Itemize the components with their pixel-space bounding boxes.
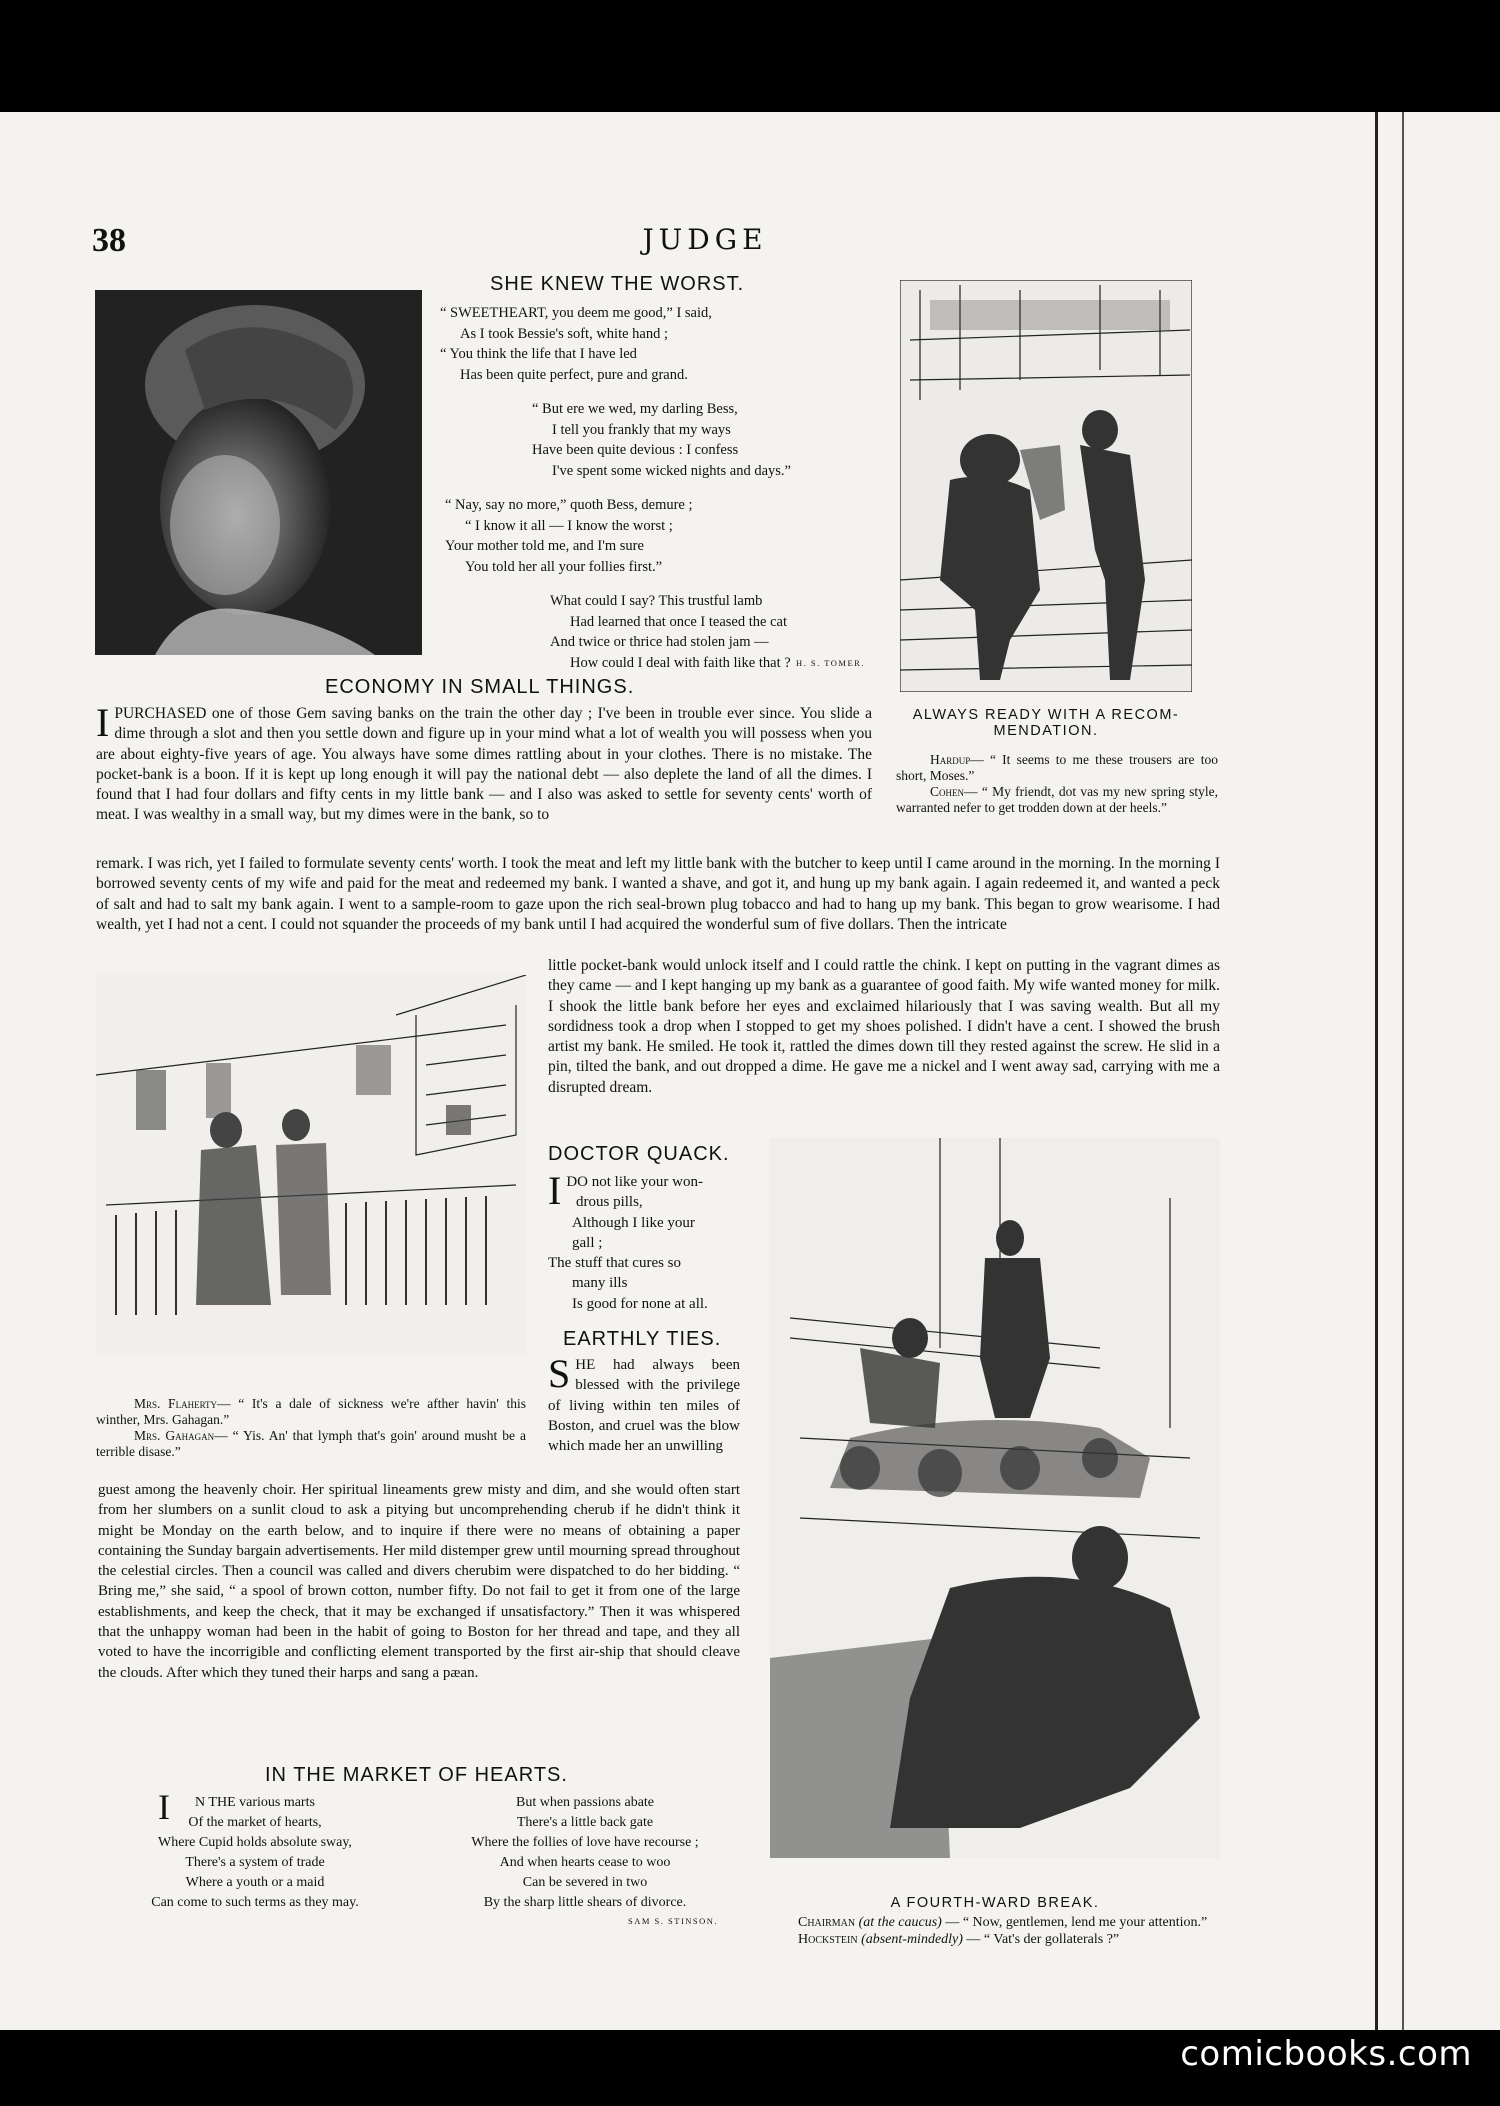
speaker-chairman: Chairman <box>798 1915 856 1930</box>
masthead: JUDGE <box>642 223 768 256</box>
speaker-gahagan: Mrs. Gahagan <box>134 1428 215 1443</box>
hearts-line: There's a system of trade <box>185 1855 325 1870</box>
stage-direction: (at the caucus) <box>858 1915 942 1930</box>
hearts-byline: SAM S. STINSON. <box>628 1916 719 1926</box>
economy-text-3: little pocket-bank would unlock itself and I could rattle the chink. I kept on putting in the vagrant dimes as they came — and I kept hanging up my bank as a guarantee of good faith. My wife wanted money for milk. I shook the little bank before her eyes and exclaimed hilariously that I was saving wealth. But all my sordidness took a drop when I stopped to get my shoes polished. I didn't have a cent. I showed the brush artist my bank. He smiled. He took it, rattled the dimes down till they rested against the screw. He slid in a pin, tilted the bank, and out dropped a dime. He gave me a nickel and I went away sad, carrying with me a disrupted dream. <box>548 957 1220 1096</box>
recommendation-title <box>900 707 1192 739</box>
earthly-text-1: HE had always been blessed with the privilege of living within ten miles of Boston, and cruel was the blow which made her an unwilling <box>548 1357 740 1455</box>
recommendation-title-line-2: MENDATION. <box>993 723 1099 739</box>
caption-line-1 <box>896 752 1218 784</box>
stanza-2 <box>440 399 860 481</box>
dialogue-text: — “ Now, gentlemen, lend me your attention.” <box>941 1915 1208 1930</box>
hearts-line: Of the market of hearts, <box>188 1815 322 1830</box>
economy-text-2: remark. I was rich, yet I failed to formulate seventy cents' worth. I took the meat and left my little bank with the butcher to keep until I came around in the morning. In the morning I borrowed seventy cents of my wife and paid for the meat and redeemed my bank. I wanted a shave, and got it, and hung up my bank again. I again redeemed it, and wanted a peck of salt and had to salt my bank again. I went to a sample-room to gaze upon the rich seal-brown plug tobacco and had to hang up my bank. This began to grow wearisome. I had wealth, yet I had not a cent. I could not squander the proceeds of my bank until I had acquired the wonderful sum of five dollars. Then the intricate <box>96 855 1220 933</box>
poem-line: How could I deal with faith like that ? <box>570 654 791 671</box>
quack-line: The stuff that cures so <box>548 1255 682 1272</box>
poem-line: I've spent some wicked nights and days.” <box>552 462 791 479</box>
poem-line: “ Nay, say no more,” quoth Bess, demure ; <box>445 497 693 513</box>
quack-line: DO not like your won- <box>566 1174 703 1190</box>
poem-line: I tell you frankly that my ways <box>552 421 731 438</box>
hearts-line: Where the follies of love have recourse ; <box>471 1835 699 1850</box>
street-scene-illustration <box>900 280 1192 692</box>
caption-line-1 <box>96 1396 526 1428</box>
hearts-line: There's a little back gate <box>516 1815 654 1830</box>
poem-line: “ But ere we wed, my darling Bess, <box>532 401 738 417</box>
quack-dropcap: I <box>548 1168 562 1213</box>
caption-line-1 <box>762 1915 1222 1932</box>
hearts-line: But when passions abate <box>515 1795 655 1810</box>
poem-line: Have been quite devious : I confess <box>532 442 739 458</box>
earthly-title: EARTHLY TIES. <box>563 1328 722 1350</box>
ward-title: A FOURTH-WARD BREAK. <box>890 1895 1100 1911</box>
quack-line: many ills <box>572 1275 628 1292</box>
economy-text-1: PURCHASED one of those Gem saving banks on the train the other day ; I've been in trouble ever since. You slide a dime through a slot and then you settle down and figure up in your mind what a lot of wealth you will possess when you are about eighty-five years of age. You always have some dimes rattling about in your clothes. There is no mistake. The pocket-bank is a boon. If it is kept up long enough it will pay the national debt — also deplete the land of all the dimes. I found that I had four dollars and fifty cents in my little bank — and I also was asked to settle for seventy cents' worth of meat. I was wealthy in a small way, but my dimes were in the bank, so to <box>96 705 872 824</box>
caucus-meeting-illustration <box>770 1138 1220 1858</box>
poem-line: Has been quite perfect, pure and grand. <box>460 366 688 383</box>
dialogue-text: — “ Vat's der gollaterals ?” <box>962 1931 1120 1947</box>
stanza-1 <box>440 303 860 385</box>
quack-line: gall ; <box>572 1234 603 1251</box>
earthly-dropcap: S <box>548 1351 571 1396</box>
dialogue-text: — “ My friendt, dot vas my new spring style, warranted nefer to get trodden down at der heels.” <box>896 784 1218 815</box>
caption-line-2 <box>96 1428 526 1460</box>
she-knew-byline: H. S. TOMER. <box>796 658 865 668</box>
poem-line: Had learned that once I teased the cat <box>570 613 787 630</box>
hearts-title: IN THE MARKET OF HEARTS. <box>265 1764 568 1786</box>
ward-caption <box>762 1915 1222 1948</box>
poem-line: “ You think the life that I have led <box>440 346 637 362</box>
economy-dropcap: I <box>96 700 110 745</box>
poem-line: You told her all your follies first.” <box>465 558 663 575</box>
recommendation-caption <box>896 752 1218 816</box>
hearts-line: Can come to such terms as they may. <box>151 1895 359 1910</box>
hearts-line: Where Cupid holds absolute sway, <box>158 1835 352 1850</box>
poem-line: “ I know it all — I know the worst ; <box>465 517 673 534</box>
caption-line-2 <box>896 784 1218 816</box>
speaker-hockstein: Hockstein <box>798 1931 858 1947</box>
scan-top-border <box>0 0 1500 112</box>
woman-portrait-photo <box>95 290 422 655</box>
poem-line: “ SWEETHEART, you deem me good,” I said, <box>440 305 712 321</box>
hearts-line: Can be severed in two <box>522 1875 648 1890</box>
hearts-col-2 <box>430 1793 740 1913</box>
caption-line-2 <box>762 1932 1222 1949</box>
page-gutter-line <box>1375 112 1378 2030</box>
economy-part-2 <box>96 854 1220 935</box>
she-knew-poem <box>440 303 860 687</box>
speaker-flaherty: Mrs. Flaherty <box>134 1396 218 1411</box>
hearts-dropcap: I <box>158 1787 170 1827</box>
hearts-col-1 <box>110 1787 400 1913</box>
hearts-line: Where a youth or a maid <box>185 1875 325 1890</box>
recommendation-title-line-1: ALWAYS READY WITH A RECOM- <box>912 707 1180 723</box>
dialogue-text: — “ It seems to me these trousers are too short, Moses.” <box>896 752 1218 783</box>
speaker-hardup: Hardup <box>930 752 971 767</box>
stage-direction: (absent-mindedly) <box>861 1931 963 1947</box>
stanza-3 <box>440 495 860 577</box>
quack-line: Although I like your <box>572 1214 695 1231</box>
quack-line: Is good for none at all. <box>572 1295 708 1312</box>
quack-poem <box>548 1168 740 1314</box>
hearts-line: And when hearts cease to woo <box>499 1855 671 1870</box>
page-gutter-line-2 <box>1402 112 1404 2030</box>
economy-part-3 <box>548 956 1220 1098</box>
watermark: comicbooks.com <box>1180 2034 1472 2074</box>
dialogue-text: — “ Yis. An' that lymph that's goin' around musht be a terrible disase.” <box>96 1428 526 1459</box>
poem-line: And twice or thrice had stolen jam — <box>550 634 769 650</box>
earthly-part-2 <box>98 1480 740 1683</box>
earthly-text-2: guest among the heavenly choir. Her spiritual lineaments grew misty and dim, and she would often start from her slumbers on a sunlit cloud to ask a pitying but uncomprehending cherub if he didn't think it might be Monday on the earth below, and to inquire if there were no means of obtaining a paper containing the Sunday bargain advertisements. Her mild distemper grew until mourning spread throughout the celestial circles. Then a council was called and divers cherubim were dispatched to do her bidding. “ Bring me,” she said, “ a spool of brown cotton, number fifty. Do not fail to get it from one of the large establishments, and keep the check, that it may be exchanged if unsatisfactory.” Then it was whispered that the unhappy woman had been in the habit of going to Boston for her thread and tape, and they all voted to have the incorrigible and conflicting element transported by the first air-ship that should cleave the clouds. After which they tuned their harps and sang a pæan. <box>98 1482 740 1681</box>
she-knew-title: SHE KNEW THE WORST. <box>490 273 745 295</box>
dialogue-text: — “ It's a dale of sickness we're afther havin' this winther, Mrs. Gahagan.” <box>96 1396 526 1427</box>
hearts-line: By the sharp little shears of divorce. <box>483 1895 687 1910</box>
laundry-yard-illustration <box>96 975 526 1355</box>
speaker-cohen: Cohen <box>930 784 965 799</box>
poem-line: Your mother told me, and I'm sure <box>445 538 644 554</box>
hearts-line: N THE various marts <box>195 1795 315 1810</box>
economy-part-1 <box>96 700 872 826</box>
page-number: 38 <box>92 222 126 259</box>
earthly-part-1 <box>548 1351 740 1456</box>
economy-title: ECONOMY IN SMALL THINGS. <box>325 676 635 698</box>
quack-title: DOCTOR QUACK. <box>548 1143 730 1165</box>
poem-line: What could I say? This trustful lamb <box>550 593 763 609</box>
poem-line: As I took Bessie's soft, white hand ; <box>460 325 669 342</box>
flaherty-caption <box>96 1396 526 1460</box>
quack-line: drous pills, <box>576 1194 643 1211</box>
